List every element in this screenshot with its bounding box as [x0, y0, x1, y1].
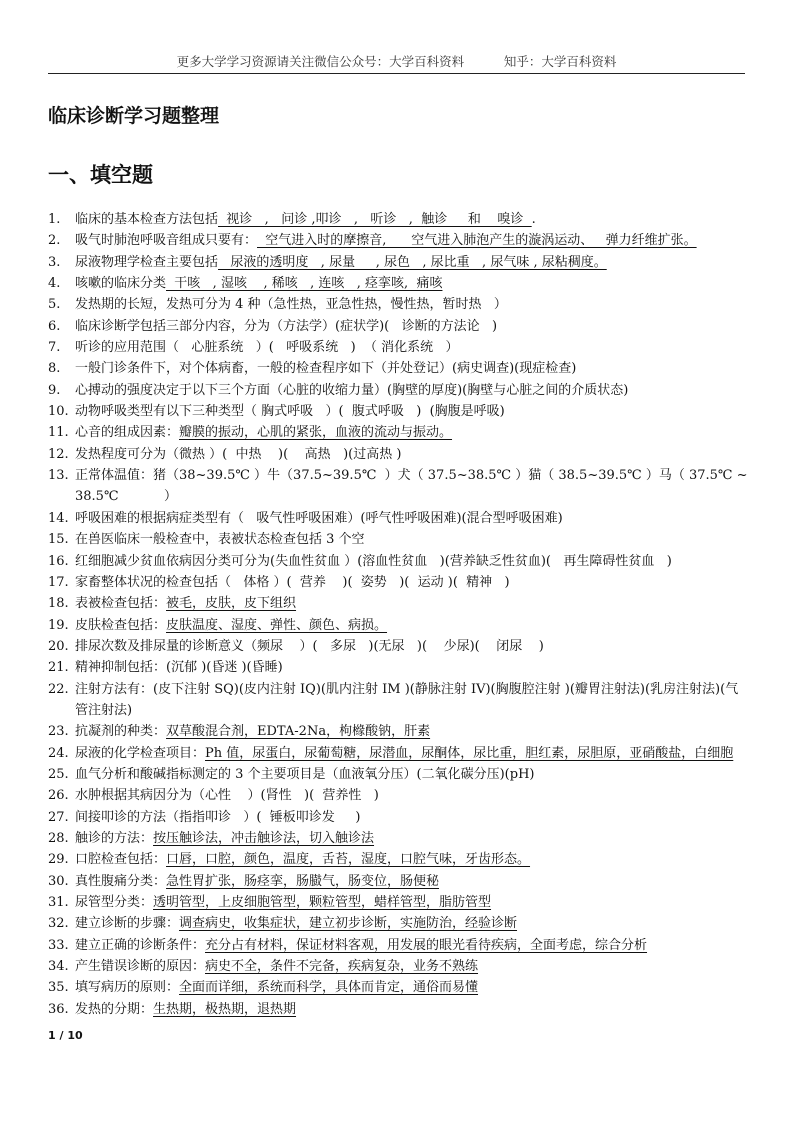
item-answer: 病史不全，条件不完备，疾病复杂，业务不熟练 [205, 959, 479, 975]
item-number: 30. [48, 873, 69, 889]
item-number: 5. [48, 297, 61, 313]
item-number: 4. [48, 276, 61, 292]
item-text [75, 871, 748, 892]
item-text [75, 892, 748, 913]
list-item [48, 999, 748, 1020]
list-item [48, 572, 748, 593]
item-text [75, 422, 748, 443]
list-item [48, 465, 748, 508]
list-item [48, 657, 748, 678]
list-item [48, 593, 748, 614]
item-number: 18. [48, 596, 69, 612]
list-item [48, 764, 748, 785]
item-number: 14. [48, 510, 69, 526]
list-item [48, 615, 748, 636]
item-question: 建立诊断的步骤： [75, 916, 180, 932]
item-text [75, 465, 748, 508]
item-answer: 干咳 , 湿咳 , 稀咳 , 连咳 , 痉挛咳, 痛咳 [166, 276, 443, 292]
item-question: 表被检查包括： [75, 596, 167, 612]
item-tail: . [531, 212, 536, 227]
list-item [48, 422, 748, 443]
item-text [75, 999, 748, 1020]
item-question: 发热期的长短，发热可分为 4 种（急性热，亚急性热，慢性热，暂时热 ） [75, 297, 507, 313]
item-question: 排尿次数及排尿量的诊断意义（频尿 ）( 多尿 )(无尿 )( 少尿)( 闭尿 ) [75, 638, 544, 654]
item-question: 尿液物理学检查主要包括 [75, 254, 219, 270]
item-number: 20. [48, 638, 69, 654]
item-number: 12. [48, 446, 69, 462]
item-question: 心音的组成因素： [75, 425, 180, 441]
item-text [75, 743, 748, 764]
item-answer: 皮肤温度、湿度、弹性、颜色、病损。 [166, 617, 388, 633]
item-text [75, 977, 748, 998]
item-number: 23. [48, 724, 69, 740]
item-answer: 急性胃扩张，肠痉挛，肠臌气，肠变位，肠便秘 [166, 873, 440, 889]
item-number: 31. [48, 895, 69, 910]
item-number: 3. [48, 254, 61, 270]
item-question: 真性腹痛分类： [75, 873, 167, 889]
item-number: 22. [48, 681, 69, 697]
item-answer: 尿液的透明度 , 尿量 , 尿色 , 尿比重 , 尿气味 , 尿粘稠度。 [218, 254, 607, 270]
list-item [48, 679, 748, 722]
item-question: 正常体温值：猪（38~39.5℃ ）牛（37.5~39.5℃ ）犬（ 37.5~38.5℃ ）猫（ 38.5~39.5℃ ）马（ 37.5℃ ~38.5℃ ） [75, 468, 748, 505]
item-question: 口腔检查包括： [75, 852, 167, 868]
item-question: 皮肤检查包括： [75, 617, 167, 633]
document-title: 临床诊断学习题整理 [48, 105, 220, 127]
item-text [75, 615, 748, 636]
item-number: 26. [48, 788, 69, 804]
item-text [75, 849, 748, 870]
item-text [75, 230, 748, 251]
item-number: 1. [48, 212, 61, 227]
item-question: 发热的分期： [75, 1001, 154, 1017]
list-item [48, 743, 748, 764]
list-item [48, 316, 748, 337]
item-text [75, 935, 748, 956]
item-question: 红细胞减少贫血依病因分类可分为(失血性贫血 ）(溶血性贫血 )(营养缺乏性贫血)( 再生障碍性贫血 ) [75, 553, 672, 569]
item-number: 9. [48, 382, 61, 398]
item-number: 32. [48, 916, 69, 932]
item-number: 2. [48, 233, 61, 249]
list-item [48, 230, 748, 251]
item-question: 呼吸困难的根据病症类型有（ 吸气性呼吸困难）(呼气性呼吸困难)(混合型呼吸困难) [75, 510, 563, 526]
list-item [48, 935, 748, 956]
list-item [48, 529, 748, 550]
section-heading: 一、填空题 [48, 163, 153, 187]
item-text [75, 785, 748, 806]
item-text [75, 956, 748, 977]
list-item [48, 807, 748, 828]
list-item [48, 252, 748, 273]
item-number: 28. [48, 830, 69, 846]
item-number: 10. [48, 404, 69, 420]
item-number: 29. [48, 852, 69, 868]
item-number: 17. [48, 574, 69, 590]
item-text [75, 828, 748, 849]
item-text [75, 636, 748, 657]
item-question: 临床的基本检查方法包括 [75, 212, 219, 227]
item-answer: 全面而详细，系统而科学，具体而肯定，通俗而易懂 [179, 980, 479, 996]
item-text [75, 273, 748, 294]
item-answer: 空气进入时的摩擦音, 空气进入肺泡产生的漩涡运动、 弹力纤维扩张。 [257, 233, 697, 249]
item-answer: 视诊 , 问诊 ,叩诊 , 听诊 , 触诊 和 嗅诊 [218, 212, 532, 227]
item-text [75, 764, 748, 785]
item-text [75, 358, 748, 379]
item-text [75, 401, 748, 422]
item-text [75, 380, 748, 401]
item-question: 听诊的应用范围（ 心脏系统 ）( 呼吸系统 ) （ 消化系统 ） [75, 340, 459, 356]
item-answer: 生热期，极热期，退热期 [153, 1001, 297, 1017]
item-text [75, 913, 748, 934]
list-item [48, 956, 748, 977]
item-answer: Ph 值，尿蛋白，尿葡萄糖，尿潜血，尿酮体，尿比重，胆红素，尿胆原，亚硝酸盐，白细胞 [205, 745, 734, 761]
item-answer: 调查病史，收集症状，建立初步诊断，实施防治，经验诊断 [179, 916, 518, 932]
item-number: 33. [48, 937, 69, 953]
item-question: 发热程度可分为（微热 ）( 中热 )( 高热 )(过高热 ) [75, 446, 402, 462]
item-number: 25. [48, 766, 69, 782]
item-number: 35. [48, 980, 69, 996]
item-question: 产生错误诊断的原因： [75, 959, 206, 975]
item-answer: 充分占有材料，保证材料客观，用发展的眼光看待疾病，全面考虑，综合分析 [205, 937, 648, 953]
list-item [48, 849, 748, 870]
item-text [75, 209, 748, 230]
item-question: 咳嗽的临床分类 [75, 276, 167, 292]
item-text [75, 593, 748, 614]
item-text [75, 316, 748, 337]
list-item [48, 977, 748, 998]
list-item [48, 209, 748, 230]
item-text [75, 572, 748, 593]
item-text [75, 679, 748, 722]
item-number: 16. [48, 553, 69, 569]
list-item [48, 273, 748, 294]
item-answer: 透明管型，上皮细胞管型，颗粒管型，蜡样管型，脂肪管型 [153, 895, 492, 910]
list-item [48, 828, 748, 849]
list-item [48, 294, 748, 315]
item-question: 在兽医临床一般检查中，表被状态检查包括 3 个空 [75, 532, 365, 548]
list-item [48, 892, 748, 913]
item-question: 血气分析和酸碱指标测定的 3 个主要项目是（血液氧分压）(二氧化碳分压)(pH) [75, 766, 535, 782]
item-text [75, 252, 748, 273]
list-item [48, 401, 748, 422]
item-text [75, 529, 748, 550]
item-number: 13. [48, 468, 69, 484]
item-number: 27. [48, 809, 69, 825]
list-item [48, 508, 748, 529]
page-number: 1 / 10 [48, 1029, 83, 1042]
item-number: 11. [48, 425, 69, 441]
item-answer: 按压触诊法，冲击触诊法，切入触诊法 [153, 830, 375, 846]
list-item [48, 337, 748, 358]
item-answer: 口唇，口腔，颜色，温度，舌苔，湿度，口腔气味，牙齿形态。 [166, 852, 531, 868]
item-question: 填写病历的原则： [75, 980, 180, 996]
item-number: 6. [48, 318, 61, 334]
item-question: 触诊的方法： [75, 830, 154, 846]
item-question: 临床诊断学包括三部分内容，分为（方法学）(症状学)( 诊断的方法论 ) [75, 318, 498, 334]
question-list [48, 209, 748, 1020]
item-question: 抗凝剂的种类： [75, 724, 167, 740]
item-text [75, 508, 748, 529]
item-question: 水肿根据其病因分为（心性 ）(肾性 )( 营养性 ) [75, 788, 379, 804]
item-question: 心搏动的强度决定于以下三个方面（心脏的收缩力量）(胸壁的厚度)(胸壁与心脏之间的介质状态) [75, 382, 629, 398]
item-text [75, 551, 748, 572]
page-header: 更多大学学习资源请关注微信公众号：大学百科资料 知乎：大学百科资料 [176, 54, 617, 69]
item-text [75, 807, 748, 828]
item-number: 7. [48, 340, 61, 356]
item-question: 精神抑制包括：(沉郁 )(昏迷 )(昏睡) [75, 660, 283, 676]
item-text [75, 337, 748, 358]
item-number: 15. [48, 532, 69, 548]
list-item [48, 358, 748, 379]
item-answer: 瓣膜的振动，心肌的紧张，血液的流动与振动。 [179, 425, 453, 441]
item-number: 21. [48, 660, 69, 676]
item-question: 动物呼吸类型有以下三种类型（ 胸式呼吸 ）( 腹式呼吸 ) (胸腹是呼吸) [75, 404, 505, 420]
item-question: 吸气时肺泡呼吸音组成只要有： [75, 233, 258, 249]
header-divider [48, 73, 745, 74]
item-question: 尿液的化学检查项目： [75, 745, 206, 761]
item-text [75, 444, 748, 465]
list-item [48, 913, 748, 934]
item-answer: 被毛，皮肤，皮下组织 [166, 596, 297, 612]
item-question: 建立正确的诊断条件： [75, 937, 206, 953]
item-question: 间接叩诊的方法（指指叩诊 ）( 锤板叩诊发 ) [75, 809, 361, 825]
item-number: 34. [48, 959, 69, 975]
list-item [48, 444, 748, 465]
list-item [48, 721, 748, 742]
list-item [48, 380, 748, 401]
list-item [48, 785, 748, 806]
list-item [48, 636, 748, 657]
item-question: 一般门诊条件下，对个体病畜，一般的检查程序如下（并处登记）(病史调查)(现症检查) [75, 361, 577, 377]
item-answer: 双草酸混合剂，EDTA-2Na，枸橼酸钠，肝素 [166, 724, 431, 740]
item-text [75, 657, 748, 678]
item-question: 尿管型分类： [75, 895, 154, 910]
item-number: 24. [48, 745, 69, 761]
list-item [48, 871, 748, 892]
item-number: 8. [48, 361, 61, 377]
item-text [75, 721, 748, 742]
item-number: 19. [48, 617, 69, 633]
item-question: 家畜整体状况的检查包括（ 体格 ）( 营养 )( 姿势 )( 运动 )( 精神 ) [75, 574, 510, 590]
list-item [48, 551, 748, 572]
item-number: 36. [48, 1001, 69, 1017]
item-question: 注射方法有：(皮下注射 SQ)(皮内注射 IQ)(肌内注射 IM )(静脉注射 IV)(胸腹腔注射 )(瓣胃注射法)(乳房注射法)(气管注射法) [75, 681, 739, 718]
item-text [75, 294, 748, 315]
